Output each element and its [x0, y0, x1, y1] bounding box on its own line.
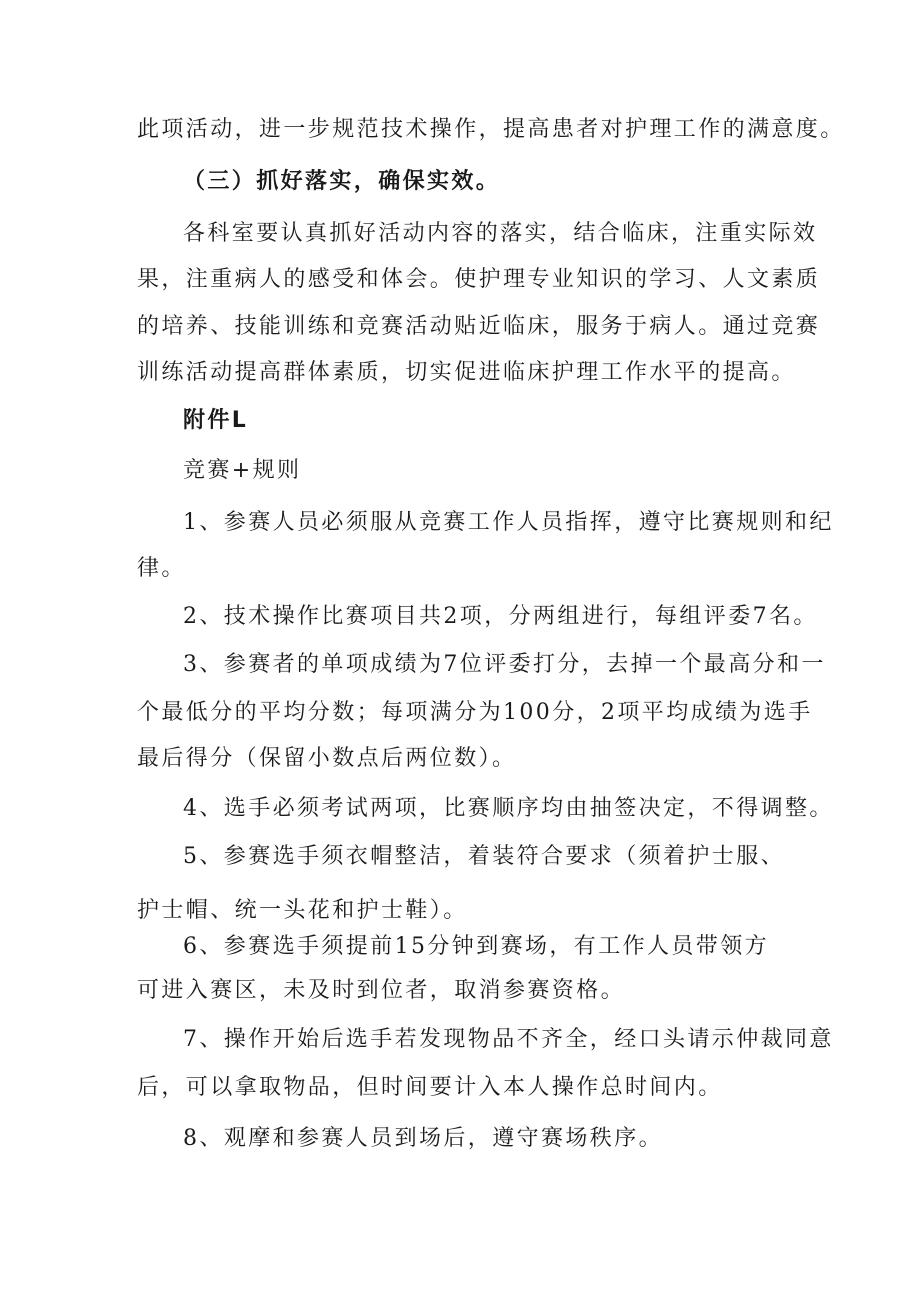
paragraph-line: 此项活动，进一步规范技术操作，提高患者对护理工作的满意度。 — [137, 117, 845, 142]
rule-item: 6、参赛选手须提前15分钟到赛场，有工作人员带领方 — [183, 934, 769, 959]
rule-item: 8、观摩和参赛人员到场后，遵守赛场秩序。 — [183, 1126, 663, 1151]
attachment-label: 附件L — [183, 408, 249, 433]
paragraph-line: 训练活动提高群体素质，切实促进临床护理工作水平的提高。 — [137, 360, 796, 385]
attachment-title: 竞赛+规则 — [183, 458, 302, 483]
paragraph-line: 各科室要认真抓好活动内容的落实，结合临床，注重实际效 — [183, 221, 818, 246]
rule-item: 4、选手必须考试两项，比赛顺序均由抽签决定，不得调整。 — [183, 796, 834, 821]
section-heading: （三）抓好落实，确保实效。 — [183, 169, 501, 194]
rule-item: 5、参赛选手须衣帽整洁，着装符合要求（须着护士服、 — [183, 844, 785, 869]
rule-item-continuation: 护士帽、统一头花和护士鞋）。 — [137, 898, 468, 923]
rule-item-continuation: 后，可以拿取物品，但时间要计入本人操作总时间内。 — [137, 1075, 723, 1100]
rule-item-continuation: 律。 — [137, 556, 186, 581]
rule-item: 2、技术操作比赛项目共2项，分两组进行，每组评委7名。 — [183, 604, 818, 629]
rule-item-continuation: 最后得分（保留小数点后两位数）。 — [137, 746, 517, 771]
paragraph-line: 的培养、技能训练和竞赛活动贴近临床，服务于病人。通过竞赛 — [137, 314, 821, 339]
rule-item: 3、参赛者的单项成绩为7位评委打分，去掉一个最高分和一 — [183, 652, 826, 677]
rule-item: 1、参赛人员必须服从竞赛工作人员指挥，遵守比赛规则和纪 — [183, 510, 834, 535]
rule-item-continuation: 个最低分的平均分数；每项满分为100分，2项平均成绩为选手 — [137, 700, 813, 725]
rule-item-continuation: 可进入赛区，未及时到位者，取消参赛资格。 — [137, 978, 626, 1003]
rule-item: 7、操作开始后选手若发现物品不齐全，经口头请示仲裁同意 — [183, 1027, 834, 1052]
paragraph-line: 果，注重病人的感受和体会。使护理专业知识的学习、人文素质 — [137, 267, 821, 292]
